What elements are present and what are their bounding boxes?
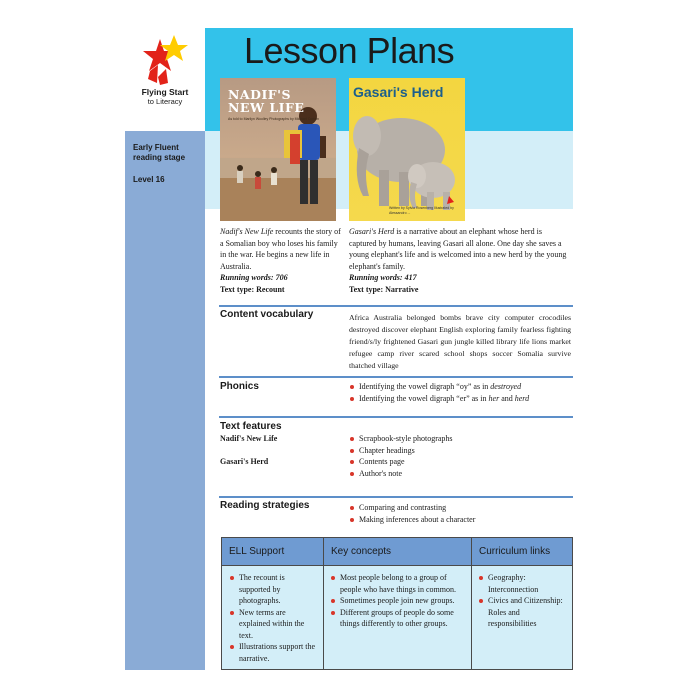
level-label: Level 16 <box>133 175 165 184</box>
divider <box>219 305 573 307</box>
list-item: Comparing and contrasting <box>349 502 475 514</box>
list-item: Geography: Interconnection <box>479 572 569 595</box>
divider <box>219 376 573 378</box>
divider <box>219 416 573 418</box>
gasari-cover-subtitle: Written by Sylvia Rosenberg Illustrated by Alessandro ... <box>389 206 454 215</box>
reading-strategies-heading: Reading strategies <box>220 500 310 511</box>
ell-support-heading: ELL Support <box>229 546 285 557</box>
column-divider <box>471 538 472 669</box>
gasari-running-words: Running words: 417 <box>349 273 417 282</box>
logo-line2: to Literacy <box>147 97 183 106</box>
curriculum-links-heading: Curriculum links <box>479 546 551 557</box>
gasari-text-type: Text type: Narrative <box>349 284 419 294</box>
curriculum-links-list <box>479 572 569 630</box>
phonics-item-2-join: and <box>499 393 515 403</box>
list-item: The recount is supported by photographs. <box>230 572 318 607</box>
list-item: Most people belong to a group of people who have things in common. <box>331 572 467 595</box>
key-concepts-list <box>331 572 467 630</box>
list-item <box>349 393 529 405</box>
phonics-item-2-example: her <box>488 393 500 403</box>
column-divider <box>323 538 324 669</box>
ell-support-list <box>230 572 318 664</box>
text-features-list <box>349 433 453 479</box>
list-item: Illustrations support the narrative. <box>230 641 318 664</box>
list-item <box>349 381 529 393</box>
page-title: Lesson Plans <box>244 30 455 71</box>
gasari-description <box>349 226 569 295</box>
gasari-book-cover <box>349 78 465 221</box>
nadif-description <box>220 226 345 295</box>
phonics-item-2-text: Identifying the vowel digraph “er” as in <box>359 393 489 403</box>
list-item: Making inferences about a character <box>349 514 475 526</box>
gasari-cover-title: Gasari's Herd <box>353 84 444 100</box>
logo-wordmark <box>130 88 200 106</box>
list-item: New terms are explained within the text. <box>230 607 318 642</box>
key-concepts-heading: Key concepts <box>331 546 392 557</box>
nadif-cover-subtitle: As told to Marilyn Woolley Photographs by Michael Curtain <box>228 117 319 121</box>
list-item: Author's note <box>349 468 453 480</box>
nadif-desc-title: Nadif's New Life <box>220 227 274 236</box>
divider <box>219 496 573 498</box>
nadif-running-words: Running words: 706 <box>220 273 288 282</box>
phonics-item-1-text: Identifying the vowel digraph “oy” as in <box>359 382 491 391</box>
nadif-text-type: Text type: Recount <box>220 284 285 294</box>
gasari-desc-title: Gasari's Herd <box>349 227 395 236</box>
list-item: Contents page <box>349 456 453 468</box>
text-features-book1: Nadif's New Life <box>220 434 278 443</box>
nadif-cover-title: NADIF'S NEW LIFE <box>228 87 305 115</box>
phonics-item-1-example: destroyed <box>490 382 522 391</box>
phonics-list <box>349 381 529 404</box>
nadif-desc-text: recounts the story of a Somalian boy who loses his family in the war. He begins a new life in Australia. <box>220 227 341 271</box>
ell-support-table <box>221 537 573 670</box>
sidebar <box>125 131 205 670</box>
list-item: Sometimes people join new groups. <box>331 595 467 607</box>
content-vocabulary-heading: Content vocabulary <box>220 309 314 320</box>
text-features-heading: Text features <box>220 421 282 432</box>
list-item: Scrapbook-style photographs <box>349 433 453 445</box>
list-item: Civics and Citizenship: Roles and responsibilities <box>479 595 569 630</box>
logo-line1: Flying Start <box>141 87 189 97</box>
nadif-book-cover <box>220 78 336 221</box>
list-item: Chapter headings <box>349 445 453 457</box>
gasari-desc-text: is a narrative about an elephant whose herd is captured by humans, leaving Gasari all alone. One day she saves a young elephant's life and is welcomed into a new herd by the young elephant's family. <box>349 227 567 271</box>
content-vocabulary-text: Africa Australia belonged bombs brave city computer crocodiles destroyed discover elephant English exploring family fearless fighting friend/s/ly frightened Gasari gun jungle killed library life lions market refugee camp river scared school shops soccer Somalia survive thatched village <box>349 313 571 370</box>
reading-strategies-list <box>349 502 475 525</box>
text-features-book2: Gasari's Herd <box>220 457 269 466</box>
reading-stage-label: Early Fluent reading stage <box>133 143 186 162</box>
phonics-heading: Phonics <box>220 381 259 392</box>
list-item: Different groups of people do some things differently to other groups. <box>331 607 467 630</box>
phonics-item-2-example2: herd <box>514 393 530 403</box>
